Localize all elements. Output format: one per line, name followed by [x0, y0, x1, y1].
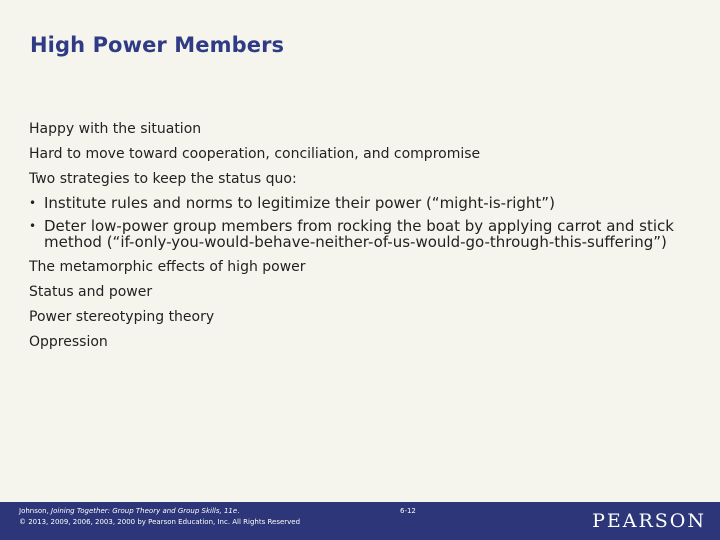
bullet-dot-icon: •	[29, 196, 37, 210]
footer-bar	[0, 502, 720, 540]
bullet-dot-icon: •	[29, 219, 37, 233]
footer-book-title: Joining Together: Group Theory and Group Skills, 11e	[51, 507, 238, 515]
bullet-item	[29, 218, 689, 250]
bullet-item	[29, 195, 689, 211]
text-line: Status and power	[29, 284, 153, 300]
bullet-text: Institute rules and norms to legitimize their power (“might-is-right”)	[44, 194, 555, 212]
slide-title: High Power Members	[30, 33, 285, 57]
bullet-text: Deter low-power group members from rocking the boat by applying carrot and stick method (“if-only-you-would-behave-neither-of-us-would-go-through-this-suffering”)	[44, 217, 674, 251]
text-line: Oppression	[29, 334, 108, 350]
footer-author: Johnson,	[19, 507, 52, 515]
text-line: Power stereotyping theory	[29, 309, 215, 325]
footer-book-suffix: .	[237, 507, 240, 515]
footer-book-line	[19, 506, 300, 517]
pearson-logo: PEARSON	[592, 510, 706, 532]
bullet-list	[29, 195, 689, 250]
text-line: The metamorphic effects of high power	[29, 259, 306, 275]
slide-content	[29, 120, 689, 358]
page-number: 6-12	[400, 507, 416, 515]
text-line: Hard to move toward cooperation, conciliation, and compromise	[29, 146, 481, 162]
text-line: Happy with the situation	[29, 121, 202, 137]
footer-citation	[19, 506, 300, 528]
text-line: Two strategies to keep the status quo:	[29, 171, 297, 187]
footer-copyright: © 2013, 2009, 2006, 2003, 2000 by Pearson Education, Inc. All Rights Reserved	[19, 518, 301, 526]
